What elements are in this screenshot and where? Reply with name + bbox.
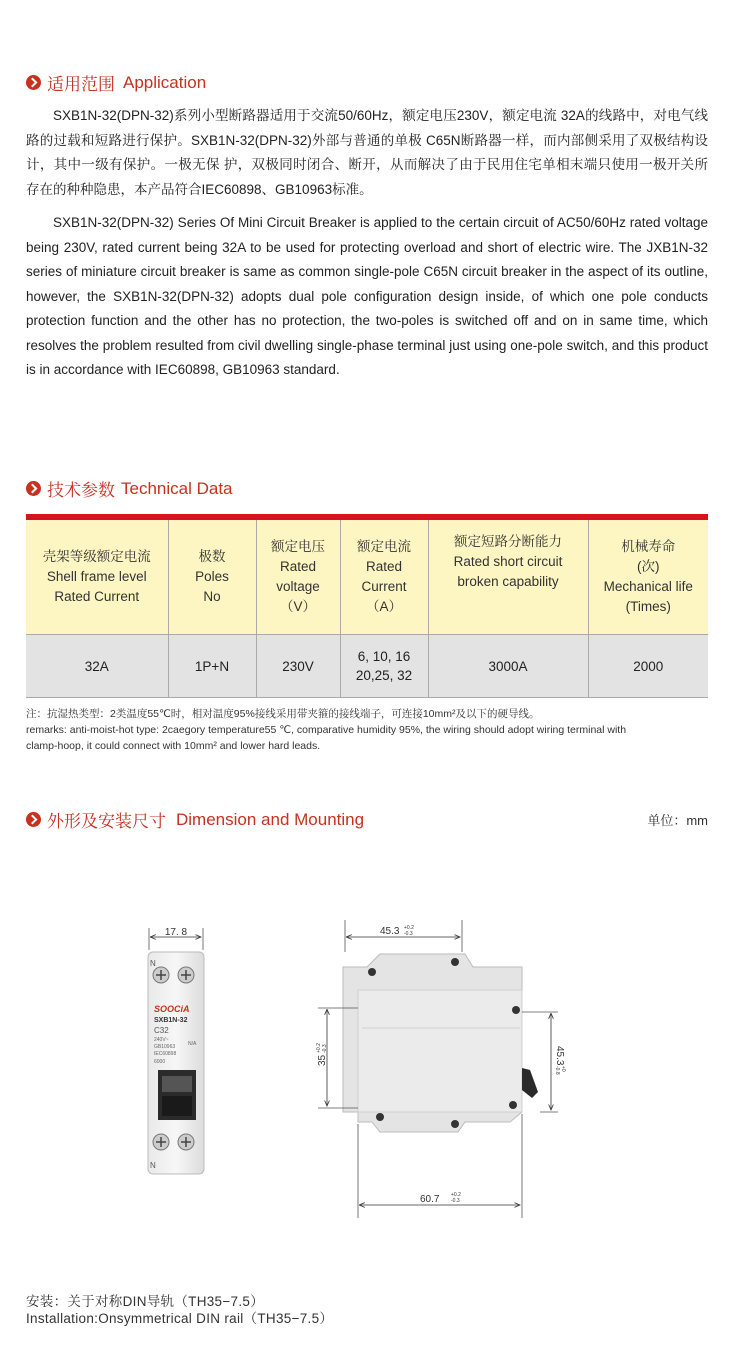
dim-left: 35 <box>317 1054 328 1066</box>
technical-heading <box>26 476 233 501</box>
svg-text:GB10963: GB10963 <box>154 1044 176 1050</box>
header-poles: 极数 Poles No <box>168 520 256 635</box>
svg-text:6000: 6000 <box>154 1059 166 1065</box>
cell-life: 2000 <box>588 635 708 698</box>
application-para-cn: SXB1N-32(DPN-32)系列小型断路器适用于交流50/60Hz，额定电压230V，额定电流 32A的线路中，对电气线路的过载和短路进行保护。SXB1N-32(DPN-32)外部与普通的单极 C65N断路器一样，而内部侧采用了双极结构设计，其中一级有保护。一极无保 护，双极同时闭合、断开，从而解决了由于民用住宅单相末端只使用一极开关所 存在的种种隐患，本产品符合IEC60898、GB10963标准。 <box>26 108 708 197</box>
cell-poles: 1P+N <box>168 635 256 698</box>
installation-en: Installation:Onsymmetrical DIN rail（TH35−7.5） <box>26 1311 334 1326</box>
remarks-en-1: remarks: anti-moist-hot type: 2caegory temperature55 ℃, comparative humidity 95%, the wiring should adopt wiring terminal with <box>26 724 627 736</box>
svg-text:240V~: 240V~ <box>154 1037 169 1043</box>
svg-text:-0.3: -0.3 <box>451 1198 460 1204</box>
table-header-row <box>26 520 708 635</box>
svg-text:+0.2: +0.2 <box>404 925 414 931</box>
application-heading-cn: 适用范围 <box>47 75 115 94</box>
svg-text:IEC60898: IEC60898 <box>154 1051 177 1057</box>
dim-front-width: 17. 8 <box>164 927 188 938</box>
dim-right: 45.3 <box>554 1046 565 1066</box>
svg-text:-0.3: -0.3 <box>322 1044 328 1053</box>
cell-voltage: 230V <box>256 635 340 698</box>
chevron-right-icon <box>26 812 41 827</box>
cell-breaking: 3000A <box>428 635 588 698</box>
header-shell-frame: 壳架等级额定电流 Shell frame level Rated Current <box>26 520 168 635</box>
svg-text:+0.2: +0.2 <box>316 1043 322 1053</box>
side-right-dimension <box>522 1012 566 1112</box>
svg-text:+0: +0 <box>560 1066 566 1072</box>
application-para-en: SXB1N-32(DPN-32) Series Of Mini Circuit Breaker is applied to the certain circuit of AC50/60Hz rated voltage being 230V, rated current being 32A to be used for protecting overload and short of electric wire. The JXB1N-32 series of miniature circuit breaker is same as common single-pole C65N circuit breaker in the aspect of its outline, however, the SXB1N-32(DPN-32) adopts dual pole configuration design inside, of which one pole conducts protection function and the other has no protection, the two-poles is switched off and on in same time, which resolves the problem resulted from civil dwelling single-phase terminal just using one-pole switch, and this product is in accordance with IEC60898, GB10963 standard. <box>26 215 708 377</box>
remarks-cn: 注：抗湿热类型：2类温度55℃时，相对温度95%接线采用带夹箍的接线端子，可连接10mm²及以下的硬导线。 <box>26 708 540 720</box>
remarks-en-2: clamp-hoop, it could connect with 10mm² and lower hard leads. <box>26 740 321 752</box>
dim-bottom: 60.7 <box>420 1194 440 1205</box>
application-heading <box>26 70 206 95</box>
installation-note <box>26 1293 333 1327</box>
brand-logo: SOOCiA <box>154 1004 190 1014</box>
dimension-drawing <box>0 900 750 1290</box>
side-top-dimension <box>345 920 462 952</box>
front-width-dimension <box>149 927 203 950</box>
breaker-side-view <box>343 954 538 1132</box>
header-mechanical-life: 机械寿命 (次) Mechanical life (Times) <box>588 520 708 635</box>
header-rated-current: 额定电流 Rated Current （A） <box>340 520 428 635</box>
technical-heading-en: Technical Data <box>121 478 233 498</box>
remarks <box>26 706 716 754</box>
cell-current: 6, 10, 16 20,25, 32 <box>340 635 428 698</box>
unit-label: 单位：mm <box>647 813 708 828</box>
application-heading-en: Application <box>123 72 207 92</box>
svg-text:+0.2: +0.2 <box>451 1192 461 1198</box>
chevron-right-icon <box>26 481 41 496</box>
header-rated-voltage: 额定电压 Rated voltage （V） <box>256 520 340 635</box>
svg-text:N: N <box>150 1161 156 1170</box>
svg-text:-0.3: -0.3 <box>404 931 413 937</box>
technical-data-table <box>26 514 708 698</box>
breaker-front-view <box>148 952 204 1174</box>
dimension-heading <box>26 807 364 832</box>
cell-shell-frame: 32A <box>26 635 168 698</box>
header-breaking-capacity: 额定短路分断能力 Rated short circuit broken capability <box>428 520 588 635</box>
svg-text:-0.8: -0.8 <box>554 1066 560 1075</box>
svg-text:N: N <box>150 959 156 968</box>
svg-text:C32: C32 <box>154 1026 169 1035</box>
installation-cn: 安装：关于对称DIN导轨（TH35−7.5） <box>26 1294 265 1309</box>
svg-text:SXB1N-32: SXB1N-32 <box>154 1017 188 1024</box>
dimension-heading-en: Dimension and Mounting <box>176 809 365 829</box>
table-row <box>26 635 708 698</box>
svg-text:N/A: N/A <box>188 1041 197 1047</box>
application-text <box>26 104 708 383</box>
technical-heading-cn: 技术参数 <box>47 481 115 500</box>
dim-top: 45.3 <box>380 926 400 937</box>
dimension-heading-cn: 外形及安装尺寸 <box>47 812 166 831</box>
chevron-right-icon <box>26 75 41 90</box>
